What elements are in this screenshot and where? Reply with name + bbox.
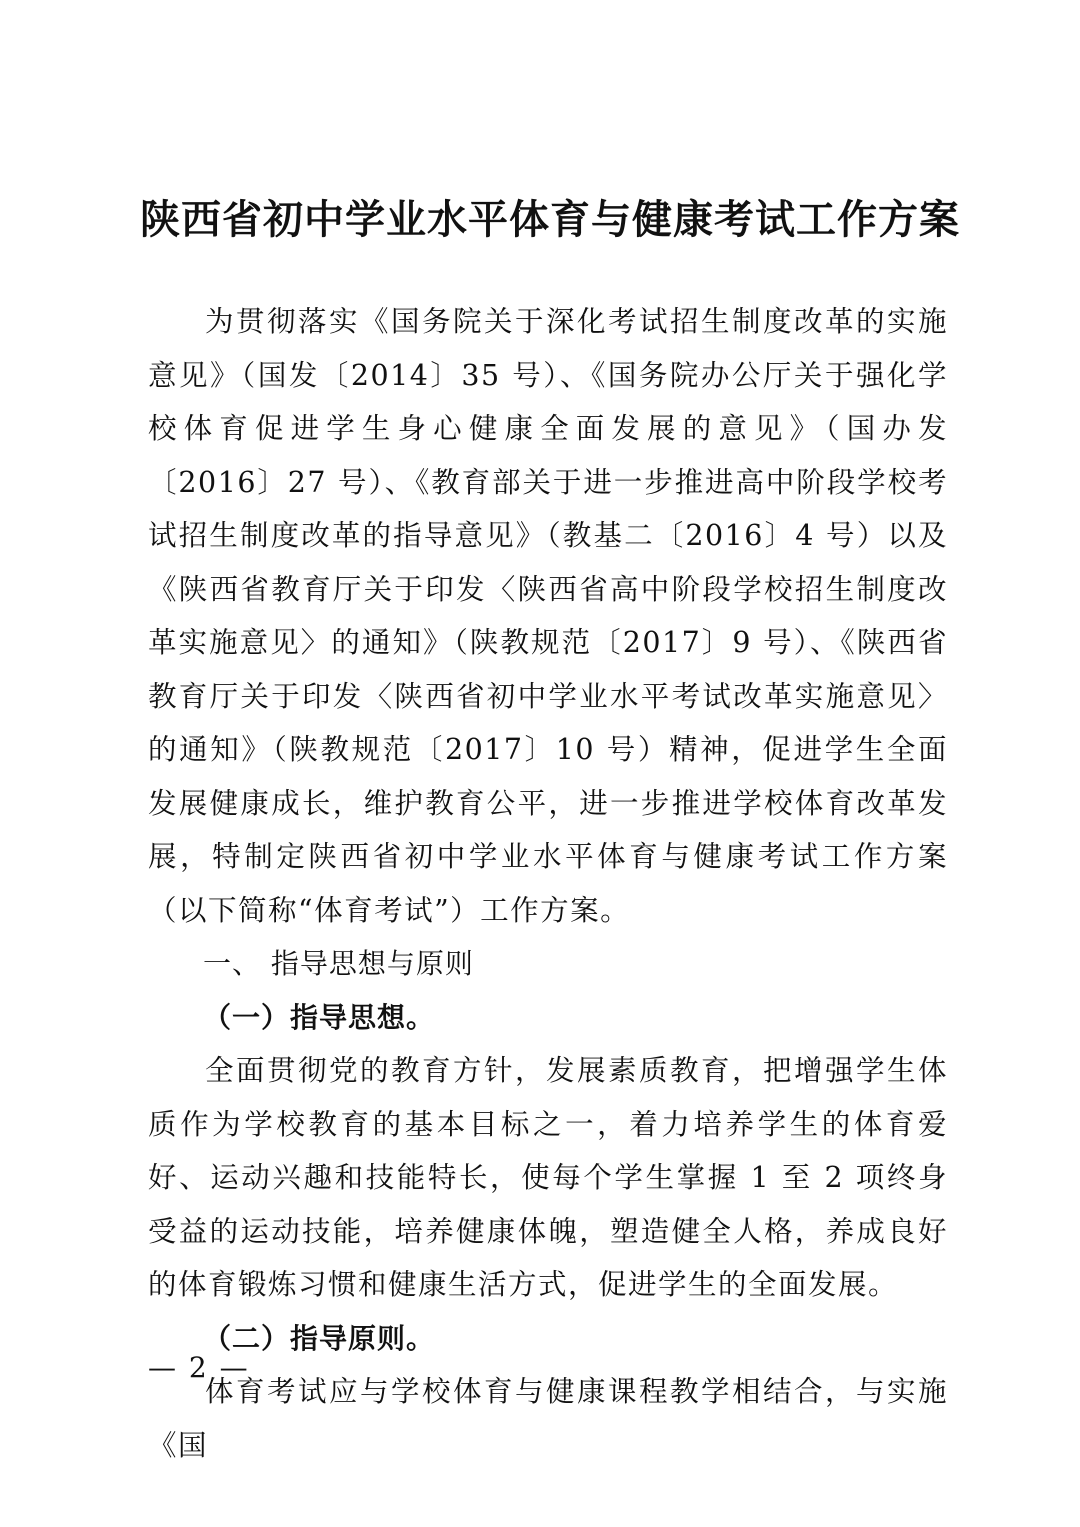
intro-paragraph: 为贯彻落实《国务院关于深化考试招生制度改革的实施意见》（国发〔2014〕35 号）、《国务院办公厅关于强化学校体育促进学生身心健康全面发展的意见》（国办发〔2016〕27 号）、《教育部关于进一步推进高中阶段学校考试招生制度改革的指导意见》（教基二〔2016〕4 号）以及《陕西省教育厅关于印发〈陕西省高中阶段学校招生制度改革实施意见〉的通知》（陕教规范〔2017〕9 号）、《陕西省教育厅关于印发〈陕西省初中学业水平考试改革实施意见〉的通知》（陕教规范〔2017〕10 号）精神，促进学生全面发展健康成长，维护教育公平，进一步推进学校体育改革发展，特制定陕西省初中学业水平体育与健康考试工作方案（以下简称“体育考试”）工作方案。 (148, 305, 948, 927)
document-title: 陕西省初中学业水平体育与健康考试工作方案 (140, 197, 960, 243)
document-body (148, 295, 948, 1472)
section-heading-guiding-principles: 一、 指导思想与原则 (203, 947, 474, 980)
subsection-heading-guiding-ideology: （一）指导思想。 (203, 1000, 436, 1034)
page-number: — 2 — (148, 1351, 250, 1384)
guiding-ideology-paragraph: 全面贯彻党的教育方针，发展素质教育，把增强学生体质作为学校教育的基本目标之一，着力培养学生的体育爱好、运动兴趣和技能特长，使每个学生掌握 1 至 2 项终身受益的运动技能，培养健康体魄，塑造健全人格，养成良好的体育锻炼习惯和健康生活方式，促进学生的全面发展。 (148, 1054, 948, 1301)
subsection-heading-guiding-principle: （二）指导原则。 (203, 1321, 436, 1355)
guiding-principle-paragraph: 体育考试应与学校体育与健康课程教学相结合，与实施《国 (148, 1375, 948, 1462)
